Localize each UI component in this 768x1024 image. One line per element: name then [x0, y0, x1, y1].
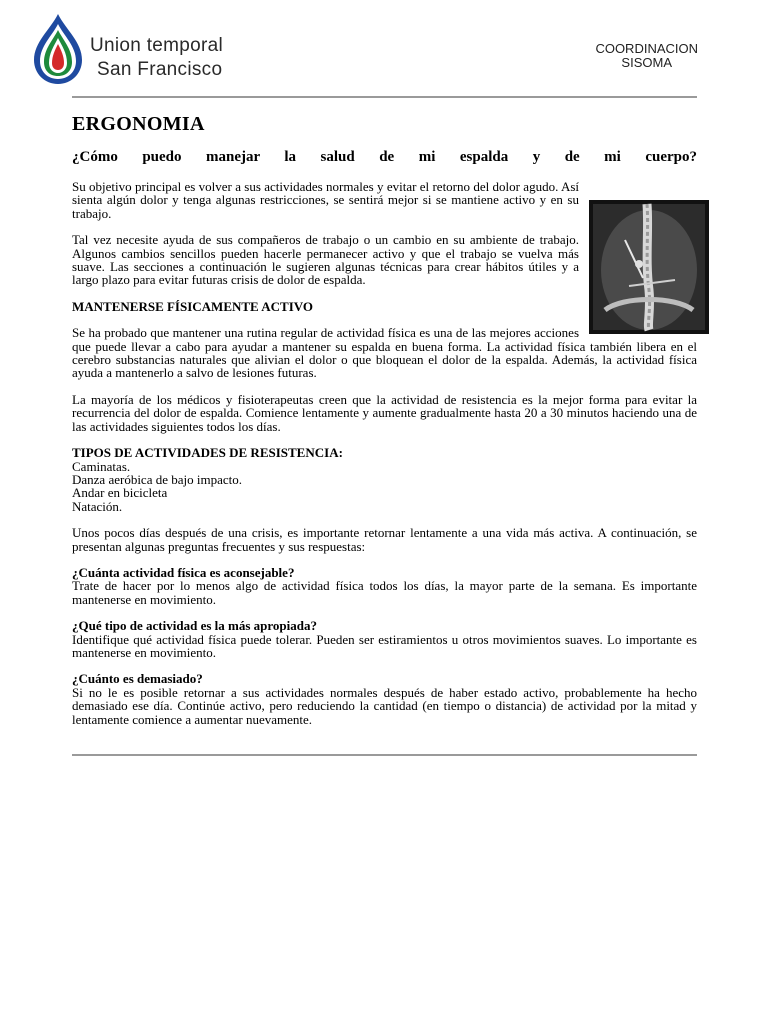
activity-benefits-paragraph: Se ha probado que mantener una rutina regular de actividad física es una de las mejores acciones que puede llevar a cabo para ayudar a mantener su espalda en buena forma. La actividad física también libera en el cerebro substancias naturales que alivian el dolor o que bloquean el dolor de la espalda. Además, la actividad física ayuda a mantenerlo a salvo de lesiones futuras. [72, 325, 697, 381]
company-name [90, 34, 223, 82]
faq-answer: Si no le es posible retornar a sus actividades normales después de haber estado activo, probablemente ha hecho demasiado ese día. Continúe activo, pero reduciendo la cantidad (en tiempo o distancia) de actividad por la mitad y lentamente comience a aumentar nuevamente. [72, 684, 697, 727]
section-title-resistance: TIPOS DE ACTIVIDADES DE RESISTENCIA: [72, 445, 343, 461]
faq-answer: Identifique qué actividad física puede tolerar. Pueden ser estiramientos u otros movimientos suaves. Lo importante es mantenerse en movimiento. [72, 631, 697, 660]
list-item: Danza aeróbica de bajo impacto. [72, 471, 242, 487]
faq-question: ¿Qué tipo de actividad es la más apropiada? [72, 618, 317, 634]
faq-question: ¿Cuánto es demasiado? [72, 671, 203, 687]
faq-question: ¿Cuánta actividad física es aconsejable? [72, 564, 295, 580]
list-item: Natación. [72, 498, 123, 514]
activity-list [72, 460, 697, 514]
footer-divider [72, 754, 697, 756]
department-line2: SISOMA [621, 55, 672, 70]
header-divider [72, 96, 697, 98]
page-title: ERGONOMIA [72, 113, 205, 135]
intro-paragraph: Su objetivo principal es volver a sus actividades normales y evitar el retorno del dolor agudo. Así sienta algún dolor y tenga algunas restricciones, se sentirá mejor si se mantiene activo y en su trabajo. [72, 179, 579, 221]
resistance-paragraph: La mayoría de los médicos y fisioterapeutas creen que la actividad de resistencia es la mejor forma para evitar la recurrencia del dolor de espalda. Comience lentamente y aumente gradualmente hasta 20 a 30 minutos haciendo una de las actividades siguientes todos los días. [72, 391, 697, 434]
faq-intro-paragraph: Unos pocos días después de una crisis, es importante retornar lentamente a una vida más activa. A continuación, se presentan algunas preguntas frecuentes y sus respuestas: [72, 525, 697, 554]
section-title-active: MANTENERSE FÍSICAMENTE ACTIVO [72, 298, 314, 314]
department-line1: COORDINACION [595, 41, 698, 56]
list-item: Andar en bicicleta [72, 485, 168, 501]
document-body [72, 112, 697, 726]
page-header [30, 12, 698, 96]
company-name-line2: San Francisco [97, 59, 223, 80]
main-question-heading: ¿Cómo puedo manejar la salud de mi espalda y de mi cuerpo? [72, 149, 697, 165]
water-drop-logo-icon [30, 12, 86, 86]
support-paragraph: Tal vez necesite ayuda de sus compañeros de trabajo o un cambio en su ambiente de trabajo. Algunos cambios sencillos pueden hacerle permanecer activo y que el trabajo se vuelva más suave. Las secciones a continuación le sugieren algunas técnicas para crear hábitos útiles y a largo plazo para evitar futuras crisis de dolor de espalda. [72, 232, 579, 288]
department-label [595, 42, 698, 70]
company-name-line1: Union temporal [90, 35, 224, 56]
spine-xray-image [589, 200, 709, 334]
list-item: Caminatas. [72, 458, 131, 474]
faq-answer: Trate de hacer por lo menos algo de actividad física todos los días, la mayor parte de la semana. Es importante mantenerse en movimiento. [72, 578, 697, 607]
